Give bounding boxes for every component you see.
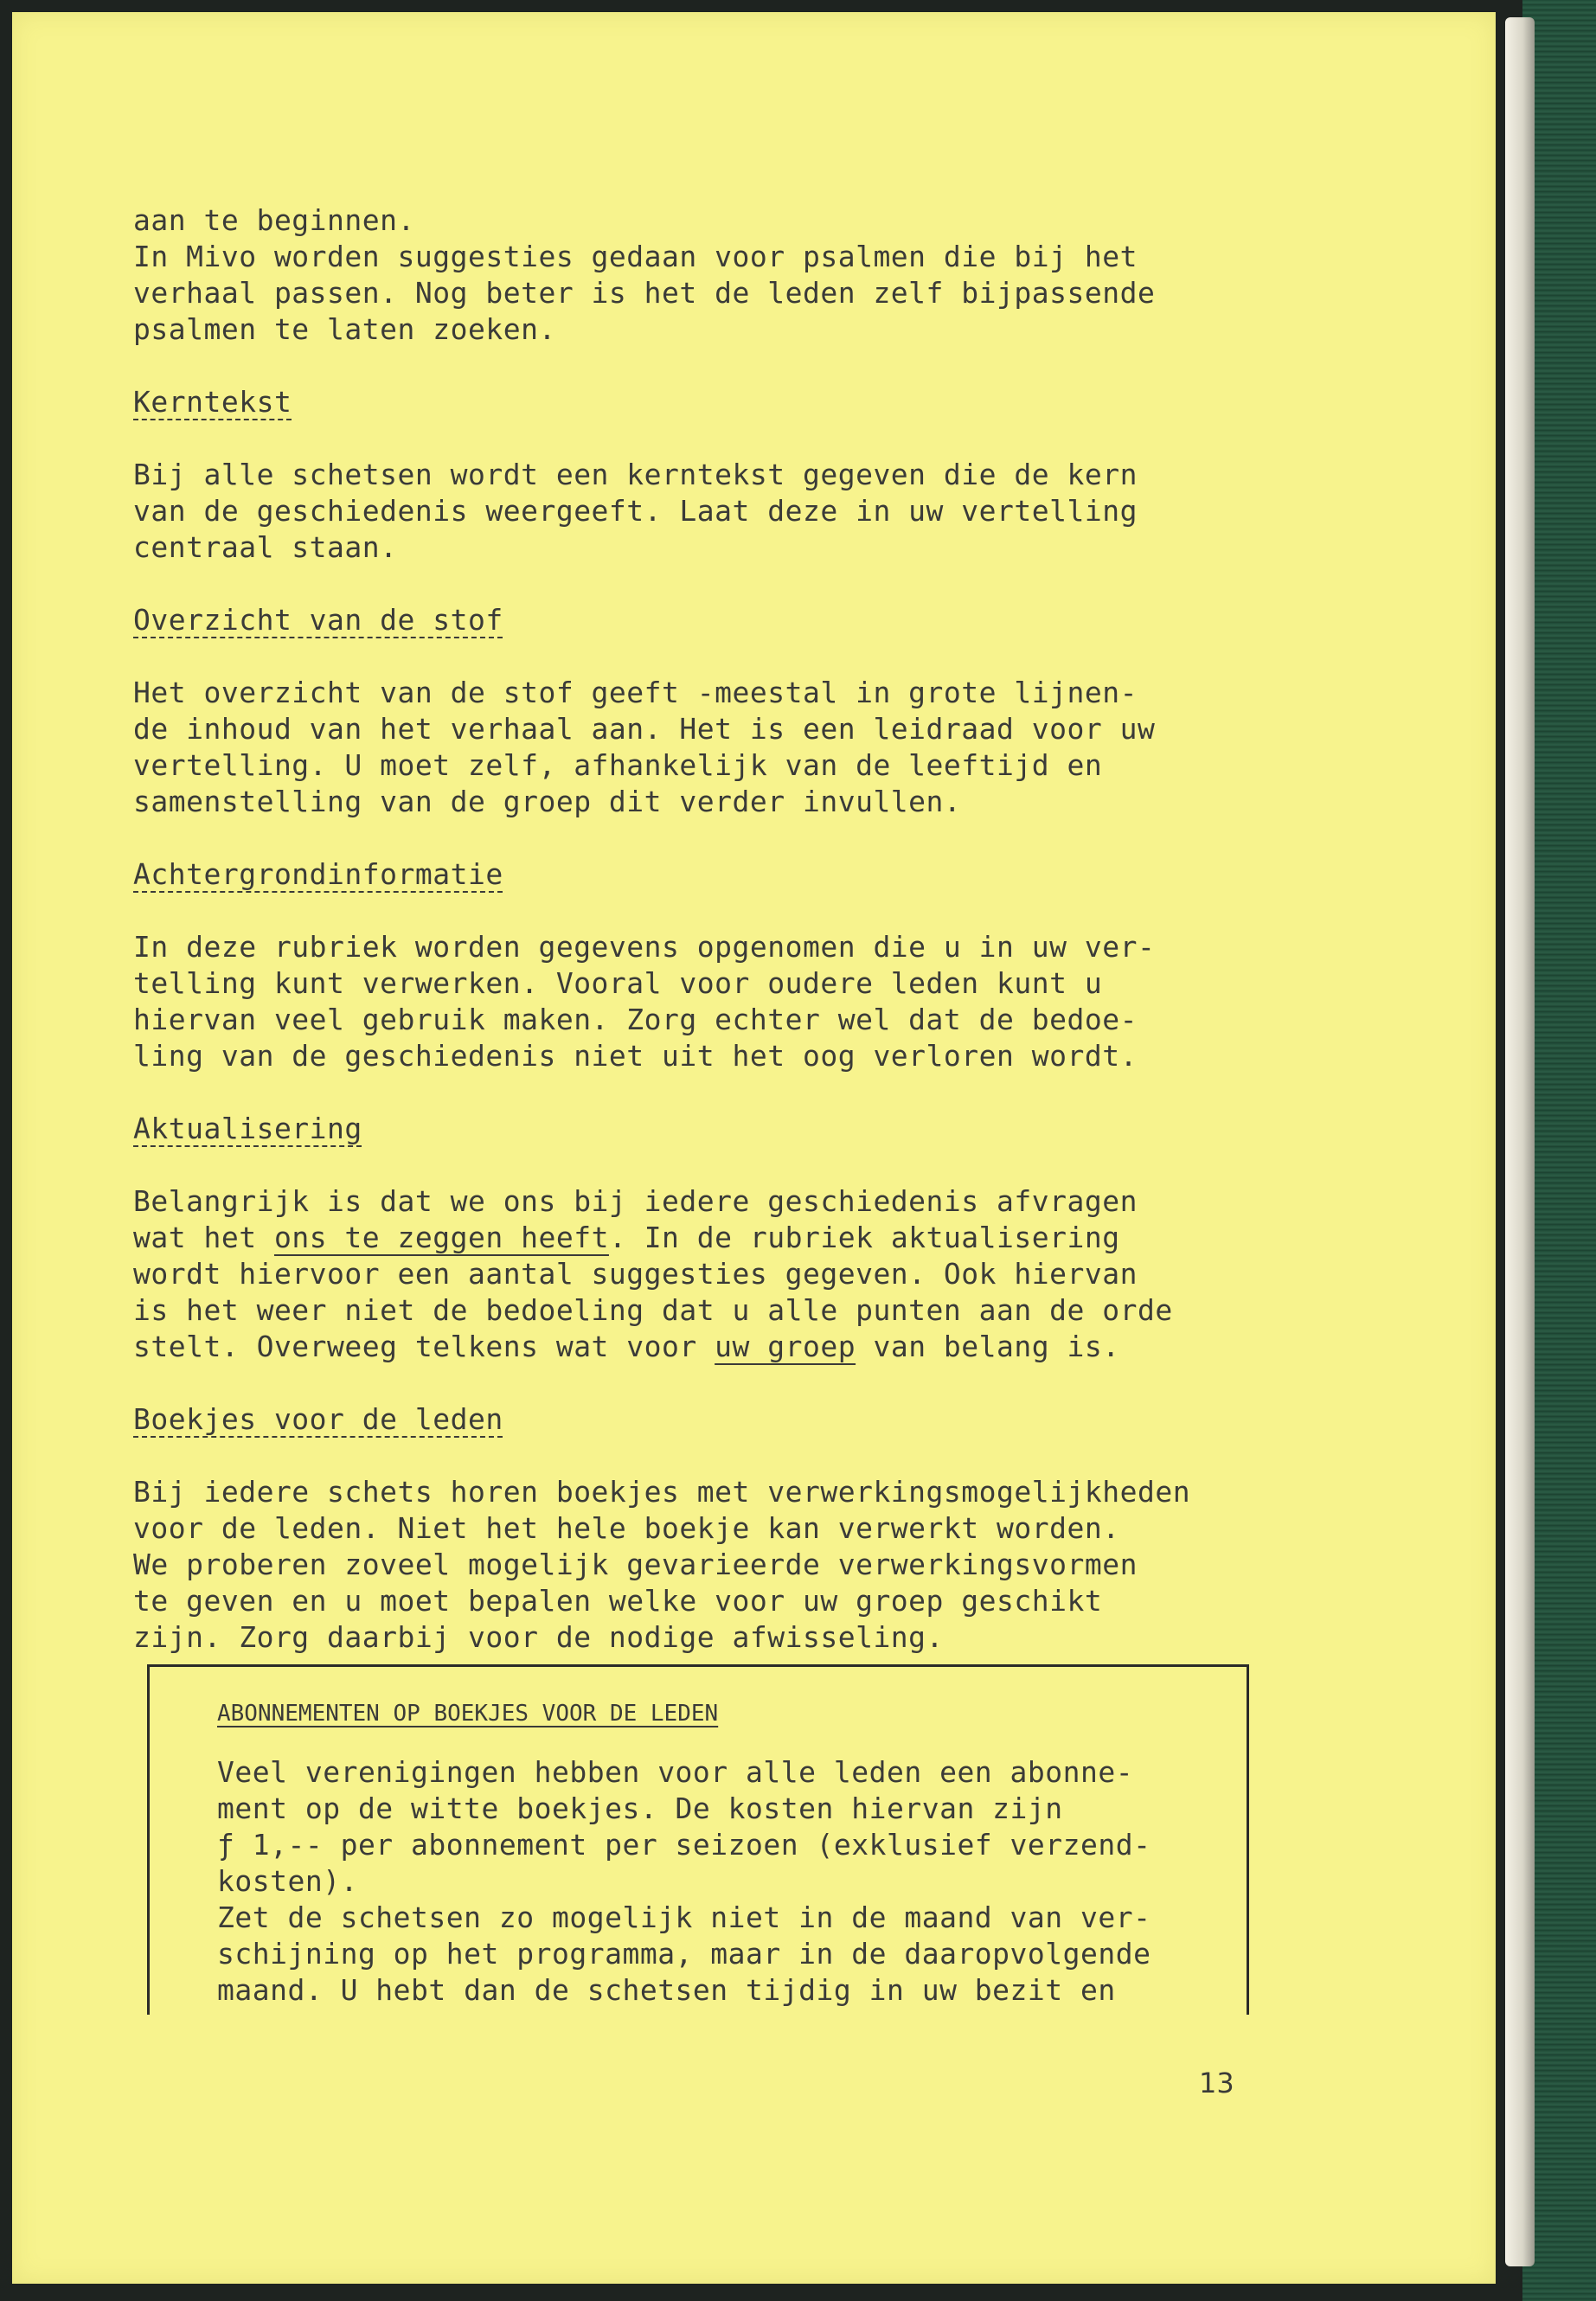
section-body-kerntekst: Bij alle schetsen wordt een kerntekst gegeven die de kern van de geschiedenis weergeeft. Laat deze in uw vertelling centraal staan. (133, 458, 1138, 564)
section-heading-achtergrond: Achtergrondinformatie (133, 857, 503, 891)
aktualisering-text-3: van belang is. (856, 1330, 1120, 1363)
body-text (133, 202, 1284, 1656)
page-number: 13 (1199, 2067, 1234, 2099)
page-stack-edge (1505, 17, 1535, 2266)
intro-paragraph: aan te beginnen. In Mivo worden suggesties gedaan voor psalmen die bij het verhaal passen. Nog beter is het de leden zelf bijpassende psalmen te laten zoeken. (133, 203, 1156, 346)
aktualisering-text-1: Belangrijk is dat we ons bij iedere geschiedenis afvragen wat het (133, 1184, 1138, 1254)
aktualisering-underlined-2: uw groep (715, 1330, 856, 1363)
section-body-boekjes: Bij iedere schets horen boekjes met verwerkingsmogelijkheden voor de leden. Niet het hele boekje kan verwerkt worden. We proberen zoveel mogelijk gevarieerde verwerkingsvormen te geven en u moet bepalen welke voor uw groep geschikt zijn. Zorg daarbij voor de nodige afwisseling. (133, 1475, 1191, 1654)
section-heading-boekjes: Boekjes voor de leden (133, 1402, 503, 1436)
section-body-achtergrond: In deze rubriek worden gegevens opgenomen die u in uw ver- telling kunt verwerken. Vooral voor oudere leden kunt u hiervan veel gebruik maken. Zorg echter wel dat de bedoe- ling van de geschiedenis niet uit het oog verloren wordt. (133, 930, 1156, 1073)
aktualisering-underlined-1: ons te zeggen heeft (273, 1221, 609, 1254)
section-body-aktualisering (133, 1183, 1284, 1365)
section-heading-aktualisering: Aktualisering (133, 1112, 362, 1145)
section-body-overzicht: Het overzicht van de stof geeft -meestal in grote lijnen- de inhoud van het verhaal aan. Het is een leidraad voor uw vertelling. U moet zelf, afhankelijk van de leeftijd en samenstelling van de groep dit verder invullen. (133, 676, 1156, 818)
subscription-box-content (217, 1693, 1195, 2009)
subscription-box (147, 1664, 1249, 2015)
aktualisering-text-2: . In de rubriek aktualisering wordt hiervoor een aantal suggesties gegeven. Ook hiervan is het weer niet de bedoeling dat u alle punten aan de orde stelt. Overweeg telkens wat voor (133, 1221, 1173, 1363)
section-heading-overzicht: Overzicht van de stof (133, 603, 503, 637)
subscription-box-heading: ABONNEMENTEN OP BOEKJES VOOR DE LEDEN (217, 1701, 719, 1727)
document-page (12, 12, 1496, 2284)
section-heading-kerntekst: Kerntekst (133, 385, 292, 419)
subscription-box-body: Veel verenigingen hebben voor alle leden een abonne- ment op de witte boekjes. De kosten hiervan zijn ƒ 1,-- per abonnement per seizoen (exklusief verzend- kosten). Zet de schetsen zo mogelijk niet in de maand van ver- schijning op het programma, maar in de daaropvolgende maand. U hebt dan de schetsen tijdig in uw bezit en (217, 1755, 1151, 2007)
